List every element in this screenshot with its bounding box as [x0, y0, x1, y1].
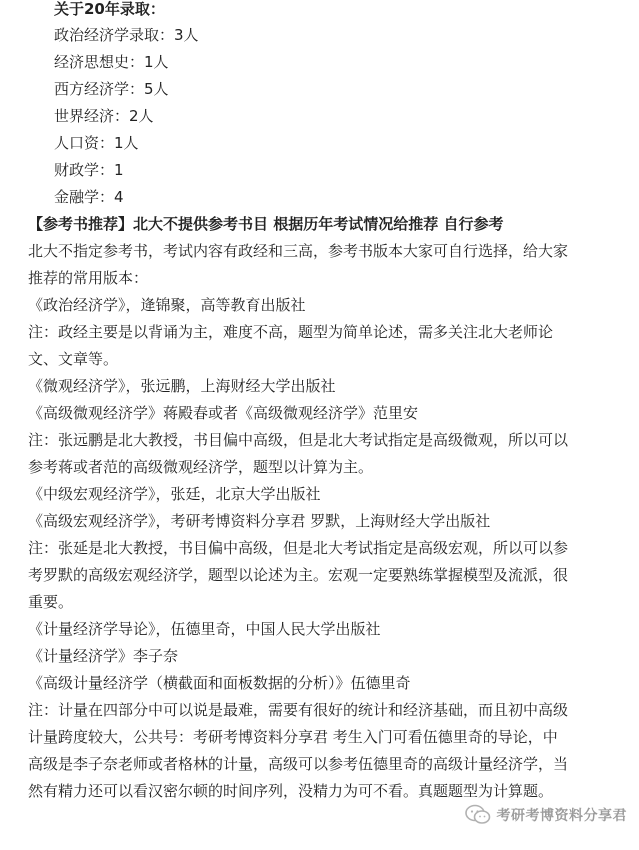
section-2020-heading: 关于20年录取：	[54, 0, 165, 18]
admission-item: 政治经济学录取：3人	[54, 26, 199, 44]
note-line: 参考蒋或者范的高级微观经济学，题型以计算为主。	[28, 458, 374, 476]
admission-item: 西方经济学：5人	[54, 80, 169, 98]
note-line: 然有精力还可以看汉密尔顿的时间序列，没精力为可不看。真题题型为计算题。	[28, 782, 554, 800]
watermark	[465, 804, 628, 826]
recommendation-heading: 【参考书推荐】北大不提供参考书目 根据历年考试情况给推荐 自行参考	[28, 215, 504, 233]
book-entry: 《政治经济学》，逄锦聚，高等教育出版社	[28, 296, 306, 314]
book-entry: 《计量经济学》李子奈	[28, 647, 179, 665]
admission-item: 经济思想史：1人	[54, 53, 169, 71]
note-line: 考罗默的高级宏观经济学，题型以论述为主。宏观一定要熟练掌握模型及流派，很	[28, 566, 569, 584]
wechat-icon	[465, 804, 491, 826]
book-entry: 《高级计量经济学（横截面和面板数据的分析）》伍德里奇	[28, 674, 411, 692]
watermark-text: 考研考博资料分享君	[496, 808, 627, 824]
admission-item: 财政学：1	[54, 161, 124, 179]
note-line: 重要。	[28, 593, 74, 611]
note-line: 注：张远鹏是北大教授，书目偏中高级，但是北大考试指定是高级微观，所以可以	[28, 431, 569, 449]
book-entry: 《中级宏观经济学》，张廷，北京大学出版社	[28, 485, 321, 503]
recommendation-intro: 北大不指定参考书，考试内容有政经和三高，参考书版本大家可自行选择，给大家	[28, 242, 569, 260]
book-entry: 《微观经济学》，张远鹏，上海财经大学出版社	[28, 377, 336, 395]
book-entry: 《高级宏观经济学》，考研考博资料分享君 罗默，上海财经大学出版社	[28, 512, 491, 530]
recommendation-intro: 推荐的常用版本：	[28, 269, 149, 287]
note-line: 高级是李子奈老师或者格林的计量，高级可以参考伍德里奇的高级计量经济学，当	[28, 755, 569, 773]
note-line: 注：张延是北大教授，书目偏中高级，但是北大考试指定是高级宏观，所以可以参	[28, 539, 569, 557]
note-line: 文、文章等。	[28, 350, 119, 368]
admission-item: 人口资：1人	[54, 134, 139, 152]
book-entry: 《计量经济学导论》，伍德里奇，中国人民大学出版社	[28, 620, 381, 638]
book-entry: 《高级微观经济学》蒋殿春或者《高级微观经济学》范里安	[28, 404, 419, 422]
admission-item: 世界经济：2人	[54, 107, 154, 125]
note-line: 注：计量在四部分中可以说是最难，需要有很好的统计和经济基础，而且初中高级	[28, 701, 569, 719]
admission-item: 金融学：4	[54, 188, 124, 206]
note-line: 注：政经主要是以背诵为主，难度不高，题型为简单论述，需多关注北大老师论	[28, 323, 554, 341]
note-line: 计量跨度较大，公共号：考研考博资料分享君 考生入门可看伍德里奇的导论，中	[28, 728, 558, 746]
